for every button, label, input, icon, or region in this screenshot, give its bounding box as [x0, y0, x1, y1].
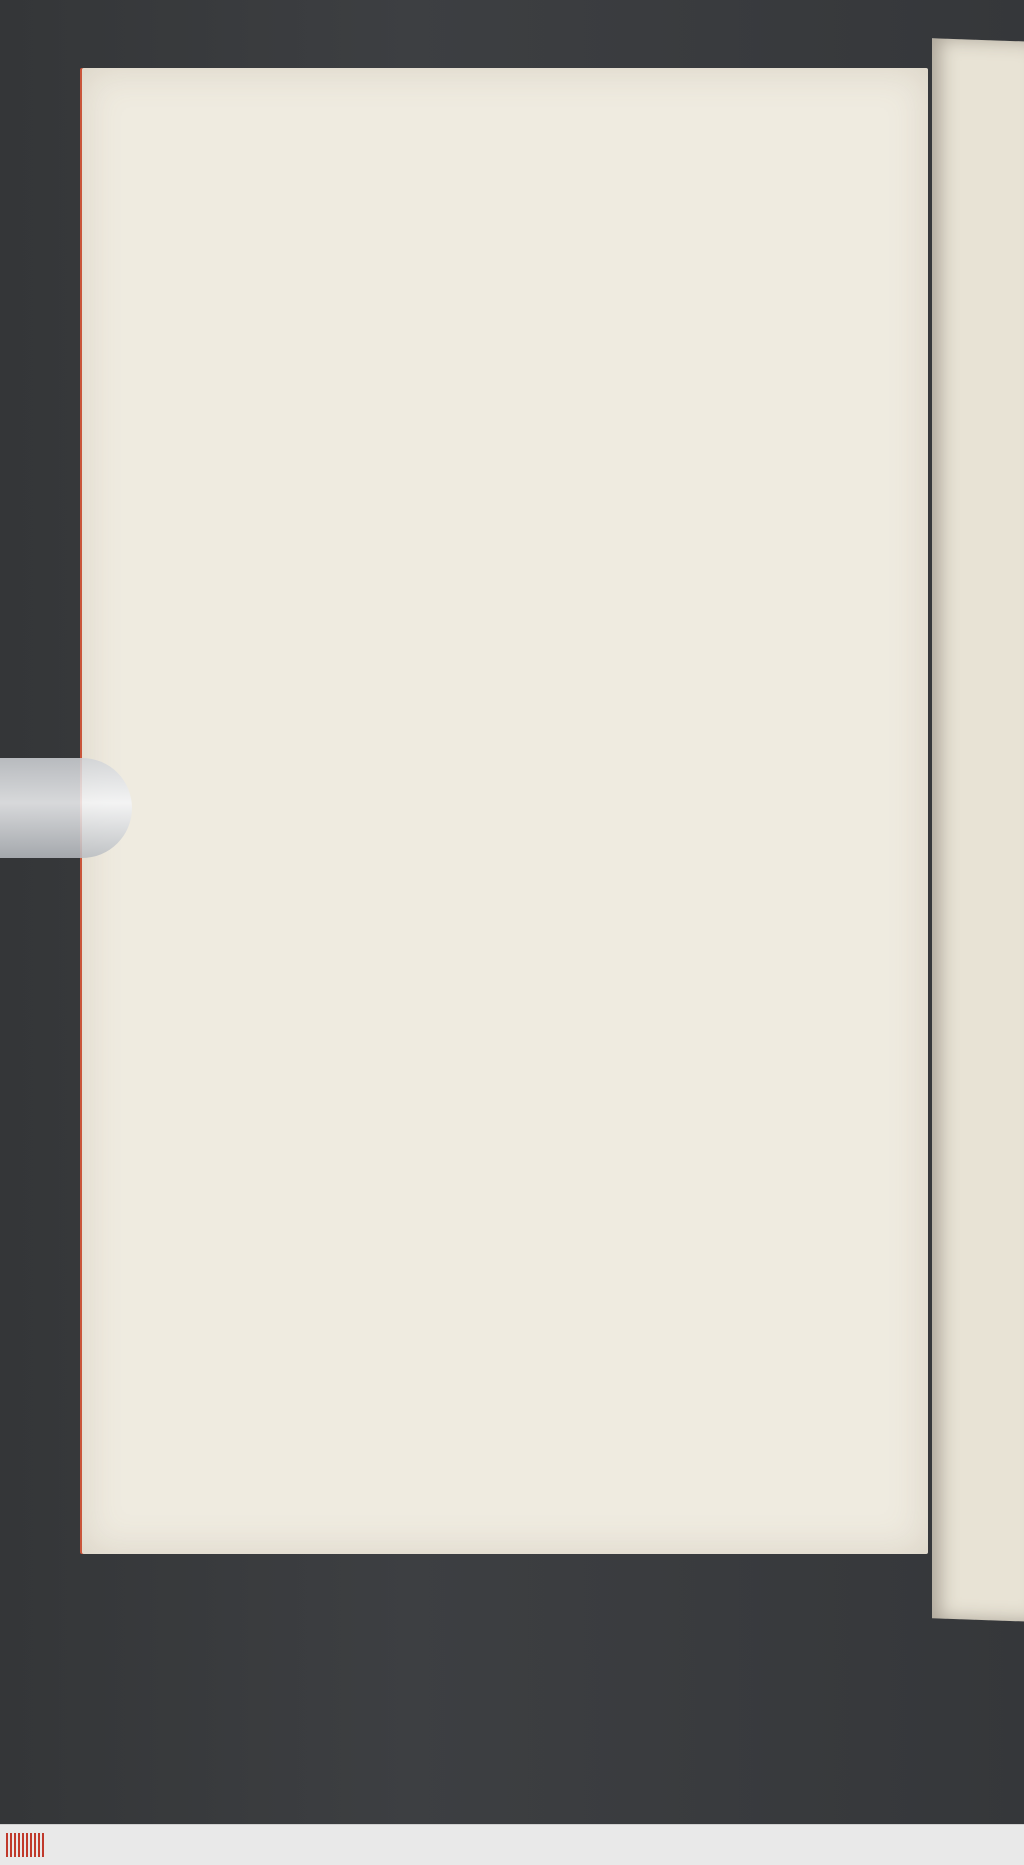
running-header — [220, 160, 870, 194]
footer-bar — [0, 1824, 1024, 1865]
page-clip — [0, 758, 132, 858]
book-page — [82, 68, 928, 1554]
adjacent-page — [932, 38, 1024, 1621]
barcode-icon — [6, 1833, 46, 1857]
